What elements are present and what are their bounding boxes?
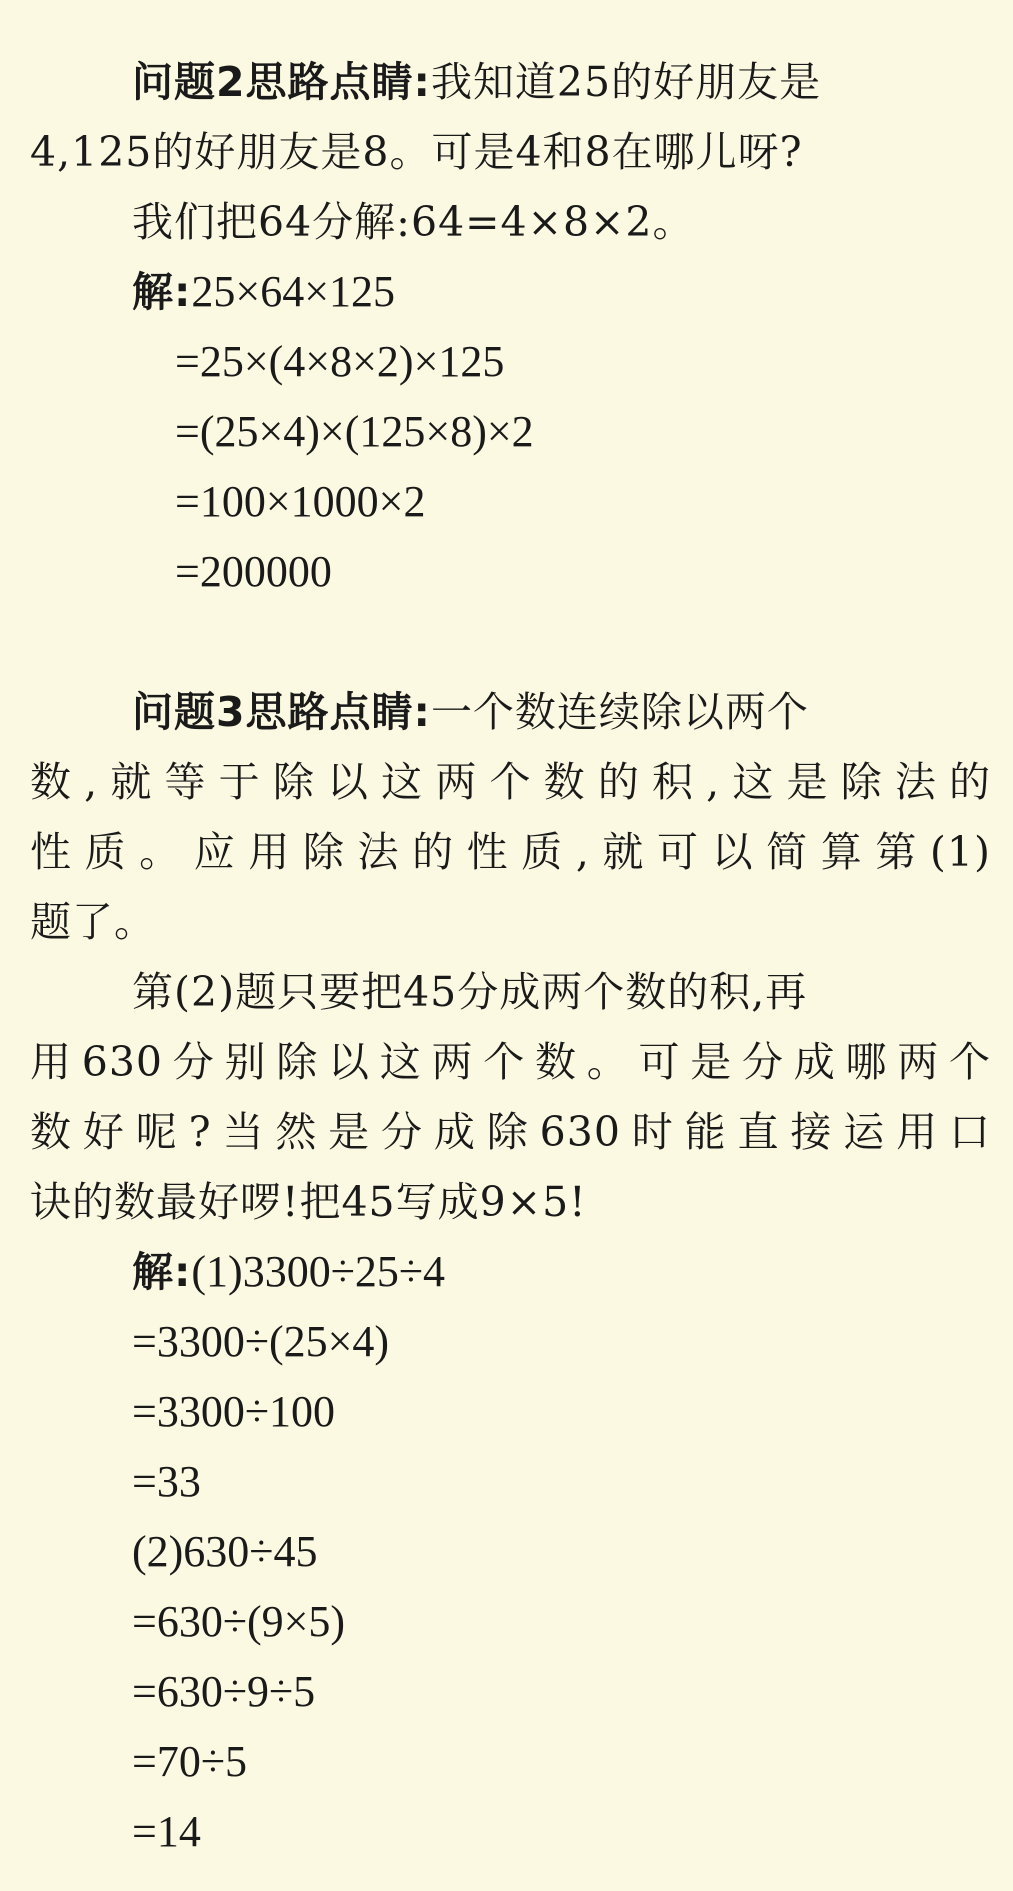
section3-solution-label: 解: xyxy=(132,1248,192,1296)
section3-para2-line1: 第(2)题只要把45分成两个数的积,再 xyxy=(132,968,808,1016)
section3-para1-line2: 数,就等于除以这两个数的积,这是除法的 xyxy=(30,758,991,806)
section2-intro-line1 xyxy=(132,47,991,117)
section3-part1-step-3: =33 xyxy=(132,1457,201,1506)
section2-step-2: =(25×4)×(125×8)×2 xyxy=(175,407,534,456)
section3-part1-step-0: (1)3300÷25÷4 xyxy=(191,1247,446,1296)
section3-solution-line xyxy=(132,1237,991,1307)
section3-para2-line4: 诀的数最好啰!把45写成9×5! xyxy=(30,1178,587,1226)
section2-step-0: 25×64×125 xyxy=(191,267,396,316)
section2-intro-line3: 我们把64分解:64=4×8×2。 xyxy=(132,198,695,246)
section3-part2-step-0: (2)630÷45 xyxy=(132,1527,318,1576)
section2-intro-text: 我知道25的好朋友是 xyxy=(430,58,822,106)
section3-para2-line3: 数好呢?当然是分成除630时能直接运用口 xyxy=(30,1108,991,1156)
section3-part2-step-1: =630÷(9×5) xyxy=(132,1597,346,1646)
section3-part2-step-2: =630÷9÷5 xyxy=(132,1667,316,1716)
section2-heading: 问题2思路点睛: xyxy=(132,58,431,106)
section2-solution-label: 解: xyxy=(132,268,192,316)
section2-solution-line xyxy=(132,257,991,327)
section3-part1-step-2: =3300÷100 xyxy=(132,1387,335,1436)
section3-part1-step-1: =3300÷(25×4) xyxy=(132,1317,390,1366)
section3-para1-line4: 题了。 xyxy=(30,898,156,946)
section2-intro-line2: 4,125的好朋友是8。可是4和8在哪儿呀? xyxy=(30,128,803,176)
section3-para1-line1 xyxy=(132,677,991,747)
section3-heading: 问题3思路点睛: xyxy=(132,688,431,736)
section3-para1-text: 一个数连续除以两个 xyxy=(430,688,809,736)
section3-para2-line2: 用630分别除以这两个数。可是分成哪两个 xyxy=(30,1038,991,1086)
section3-part2-step-3: =70÷5 xyxy=(132,1737,247,1786)
section3-part2-step-4: =14 xyxy=(132,1807,201,1856)
section2-step-1: =25×(4×8×2)×125 xyxy=(175,337,505,386)
section2-step-4: =200000 xyxy=(175,547,332,596)
section3-para1-line3: 性质。应用除法的性质,就可以简算第(1) xyxy=(30,828,991,876)
section2-step-3: =100×1000×2 xyxy=(175,477,426,526)
